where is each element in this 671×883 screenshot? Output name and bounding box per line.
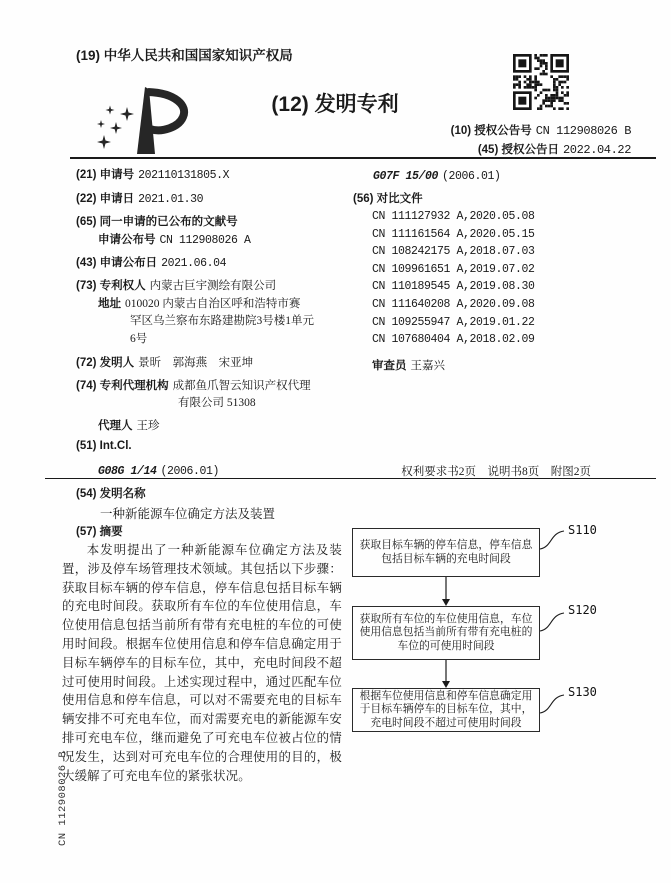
document-type-title: (12) 发明专利	[271, 93, 399, 116]
field-publication-date	[76, 253, 226, 271]
agent-label: 代理人	[98, 420, 133, 432]
field-application-date	[76, 189, 203, 207]
citation-item: CN 111640208 A,2020.09.08	[372, 297, 535, 311]
ipc-code-2: G07F 15/00	[373, 170, 439, 183]
invention-title: 一种新能源车位确定方法及装置	[100, 507, 276, 521]
field-application-number	[76, 165, 229, 183]
f21-label: (21) 申请号	[76, 169, 135, 181]
f65-sub-value: CN 112908026 A	[159, 234, 251, 247]
f73-label: (73) 专利权人	[76, 280, 146, 292]
f74-value-line2: 有限公司 51308	[178, 397, 256, 409]
pub-date-value: 2022.04.22	[562, 143, 631, 157]
f43-value: 2021.06.04	[161, 257, 227, 270]
f74-label: (74) 专利代理机构	[76, 380, 169, 392]
f21-value: 202110131805.X	[138, 169, 230, 182]
flowchart-step-3: 根据车位使用信息和停车信息确定用于目标车辆停车的目标车位，其中，充电时间段不超过可使用时间段	[352, 688, 540, 732]
field-int-cl-label: (51) Int.Cl.	[76, 440, 132, 452]
publication-number-line	[451, 121, 631, 139]
ipc-ver-1: (2006.01)	[160, 465, 220, 478]
publication-date-line	[478, 140, 631, 158]
pages-info: 权利要求书2页 说明书8页 附图2页	[401, 466, 591, 478]
cnipa-logo-icon	[94, 84, 194, 158]
f73-value: 内蒙古巨宇测绘有限公司	[149, 280, 277, 292]
step-label-s120: S120	[568, 603, 597, 617]
field-prior-publication	[76, 212, 238, 230]
ipc-code-1: G08G 1/14	[98, 465, 157, 478]
flowchart-step-2: 获取所有车位的车位使用信息，车位使用信息包括当前所有带有充电桩的车位的可使用时间段	[352, 606, 540, 660]
f72-value: 景昕 郭海燕 宋亚坤	[138, 357, 254, 369]
addr-label: 地址	[98, 298, 121, 310]
pub-no-value: CN 112908026 B	[535, 124, 631, 138]
ipc-ver-2: (2006.01)	[442, 170, 501, 183]
citation-item: CN 108242175 A,2018.07.03	[372, 245, 535, 259]
field-int-cl-class2	[373, 166, 501, 184]
addr-line1: 010020 内蒙古自治区呼和浩特市赛	[125, 298, 301, 310]
field-abstract-label: (57) 摘要	[76, 526, 123, 538]
examiner-label: 审查员	[372, 360, 407, 372]
abstract-figure-flowchart	[340, 515, 660, 755]
examiner-name: 王嘉兴	[410, 360, 445, 372]
citation-item: CN 111127932 A,2020.05.08	[372, 210, 535, 223]
step-label-s110: S110	[568, 523, 597, 537]
field-address-line1	[98, 294, 300, 312]
field-patent-agency	[76, 376, 311, 394]
qr-code	[513, 54, 569, 110]
pub-no-label: (10) 授权公告号	[450, 125, 532, 137]
citation-item: CN 109255947 A,2019.01.22	[372, 315, 535, 329]
f22-label: (22) 申请日	[76, 193, 135, 205]
field-agent	[98, 416, 160, 434]
field-patentee	[76, 276, 276, 294]
f22-value: 2021.01.30	[138, 193, 204, 206]
addr-line2: 罕区乌兰察布东路建勘院3号楼1单元	[130, 315, 314, 327]
pub-date-label: (45) 授权公告日	[477, 144, 559, 156]
citation-item: CN 110189545 A,2019.08.30	[372, 280, 535, 294]
field-examiner	[372, 356, 445, 374]
side-publication-number: CN 112908026 B	[57, 750, 69, 846]
f72-label: (72) 发明人	[76, 357, 135, 369]
addr-line3: 6号	[130, 333, 148, 345]
abstract-text: 本发明提出了一种新能源车位确定方法及装置，涉及停车场管理技术领域。其包括以下步骤：获取目标车辆的停车信息，停车信息包括目标车辆的充电时间段。获取所有车位的车位使用信息，车位使用信息包括当前所有带有充电桩的车位的可使用时间段。根据车位使用信息和停车信息确定用于目标车辆停车的目标车位，其中，充电时间段不超过可使用时间段。上述实现过程中，通过匹配车位使用信息和停车信息，可以对不需要充电的目标车辆安排不可充电车位，而对需要充电的新能源车安排可充电车位，继而避免了可充电车位被占位的情况发生，达到对可充电车位的合理使用的目的，极大缓解了可充电车位的紧张状况。	[62, 543, 342, 783]
f65-label: (65) 同一申请的已公布的文献号	[76, 216, 238, 228]
citation-item: CN 107680404 A,2018.02.09	[372, 333, 535, 347]
citation-item: CN 109961651 A,2019.07.02	[372, 262, 535, 276]
citation-list	[372, 208, 535, 349]
field-title-label: (54) 发明名称	[76, 488, 146, 500]
field-int-cl-class1	[98, 461, 219, 479]
flowchart-step-1: 获取目标车辆的停车信息，停车信息包括目标车辆的充电时间段	[352, 528, 540, 577]
citation-item: CN 111161564 A,2020.05.15	[372, 227, 535, 241]
step-label-s130: S130	[568, 685, 597, 699]
f65-sub-label: 申请公布号	[98, 234, 156, 246]
field-citations-label: (56) 对比文件	[353, 193, 423, 205]
f43-label: (43) 申请公布日	[76, 257, 158, 269]
field-prior-publication-number	[98, 230, 251, 248]
field-inventors	[76, 353, 253, 371]
header-divider	[70, 157, 656, 159]
agent-name: 王珍	[136, 420, 160, 432]
section-divider	[45, 478, 656, 479]
issuing-authority: (19) 中华人民共和国国家知识产权局	[76, 48, 293, 63]
f74-value: 成都鱼爪智云知识产权代理	[172, 380, 311, 392]
